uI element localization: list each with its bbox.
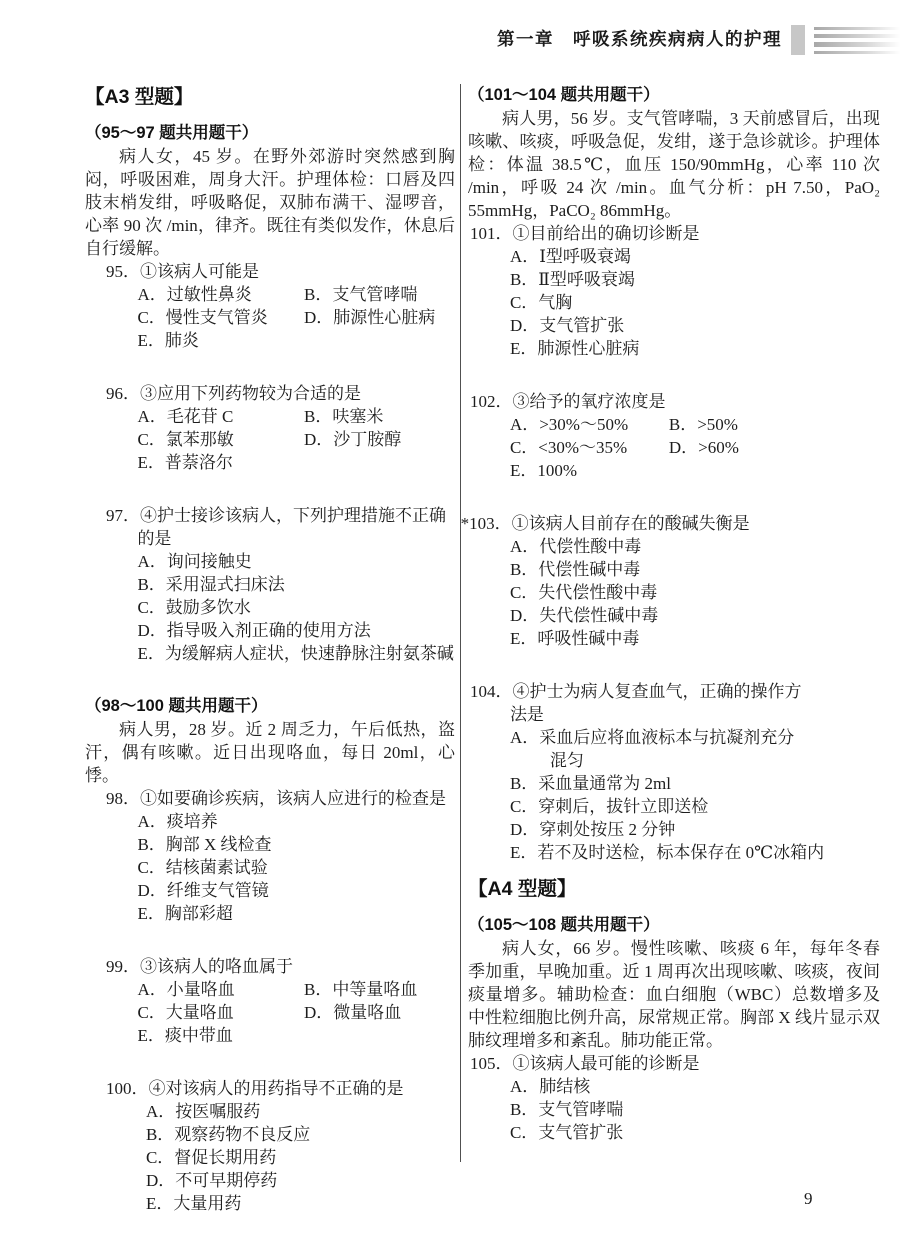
option: E．呼吸性碱中毒: [509, 629, 640, 648]
ornament-line: [814, 42, 900, 47]
question-number: 100．: [106, 1079, 149, 1098]
question-group-98-100: [85, 695, 455, 787]
question-text: ③应用下列药物较为合适的是: [140, 384, 361, 403]
question-text: ④护士接诊该病人，下列护理措施不正确的是: [137, 506, 446, 548]
group-header: （105～108 题共用题干）: [468, 916, 660, 934]
question-stem: [470, 1052, 880, 1075]
question-number: 98．: [106, 789, 140, 808]
section-title-a4: 【A4 型题】: [468, 878, 577, 900]
option: A．采血后应将血液标本与抗凝剂充分混匀: [509, 728, 795, 770]
option: C．鼓励多饮水: [137, 598, 251, 617]
page-number: 9: [804, 1189, 813, 1208]
option: A．代偿性酸中毒: [509, 537, 642, 556]
option: B．支气管哮喘: [304, 285, 418, 304]
option: B．代偿性碱中毒: [509, 560, 641, 579]
option-list: [106, 405, 455, 474]
question-number: 102．: [470, 392, 513, 411]
question-stem: [106, 260, 455, 283]
option: C．失代偿性酸中毒: [509, 583, 658, 602]
option: A．询问接触史: [137, 552, 252, 571]
option: E．肺源性心脏病: [509, 339, 640, 358]
option-list: [470, 413, 880, 482]
option: B．观察药物不良反应: [145, 1125, 311, 1144]
question-99: [106, 955, 455, 1047]
question-stem: [470, 680, 810, 726]
option-list: [106, 283, 455, 352]
question-number: 95．: [106, 262, 140, 281]
option: B．采血量通常为 2ml: [509, 774, 671, 793]
question-102: [470, 390, 880, 482]
question-96: [106, 382, 455, 474]
option: B．中等量咯血: [304, 980, 418, 999]
question-text: ①该病人最可能的诊断是: [512, 1054, 700, 1073]
option-list: [106, 810, 455, 925]
question-text: ①目前给出的确切诊断是: [512, 224, 700, 243]
option: A．肺结核: [509, 1077, 591, 1096]
question-number: 97．: [106, 506, 140, 525]
ornament-line: [814, 51, 900, 54]
option: E．若不及时送检，标本保存在 0℃冰箱内: [509, 843, 825, 862]
question-stem: [106, 955, 455, 978]
question-stem: [106, 1077, 455, 1100]
group-stem: 病人女，45 岁。在野外郊游时突然感到胸闷，呼吸困难，周身大汗。护理体检：口唇及四肢末梢发绀，呼吸略促，双肺布满干、湿啰音，心率 90 次 /min，律齐。既往有类似发作，休息后自行缓解。: [85, 147, 455, 258]
option: B．>50%: [668, 415, 738, 434]
chapter-title: 第一章 呼吸系统疾病病人的护理: [497, 29, 782, 49]
option: A．按医嘱服药: [145, 1102, 261, 1121]
question-number: 104．: [470, 682, 513, 701]
question-stem: [470, 390, 880, 413]
question-105: [470, 1052, 880, 1144]
option: C．氯苯那敏: [137, 430, 234, 449]
option: E．肺炎: [137, 331, 199, 350]
question-number: 99．: [106, 957, 140, 976]
option: B．Ⅱ型呼吸衰竭: [509, 270, 635, 289]
question-text: ③给予的氧疗浓度是: [512, 392, 666, 411]
question-text: ③该病人的咯血属于: [140, 957, 293, 976]
option: D．支气管扩张: [509, 316, 625, 335]
option: A．>30%～50%: [509, 415, 629, 434]
ornament-line: [814, 34, 900, 38]
option-list: [470, 726, 880, 864]
question-104: [470, 680, 880, 864]
option: B．采用湿式扫床法: [137, 575, 285, 594]
option: B．支气管哮喘: [509, 1100, 624, 1119]
option: A．小量咯血: [137, 980, 235, 999]
option: B．胸部 X 线检查: [137, 835, 272, 854]
option: E．为缓解病人症状，快速静脉注射氨茶碱: [137, 644, 454, 663]
option-list: [106, 550, 455, 665]
option: D．穿刺处按压 2 分钟: [509, 820, 676, 839]
option: C．慢性支气管炎: [137, 308, 268, 327]
option: D．纤维支气管镜: [137, 881, 269, 900]
option: E．痰中带血: [137, 1026, 233, 1045]
section-title-a3: 【A3 型题】: [85, 86, 194, 108]
question-98: [106, 787, 455, 925]
group-header: （101～104 题共用题干）: [468, 86, 660, 104]
option-list: [470, 245, 880, 360]
question-text: ①该病人可能是: [140, 262, 259, 281]
question-95: [106, 260, 455, 352]
option: A．Ⅰ型呼吸衰竭: [509, 247, 631, 266]
header-ornament-lines: [814, 27, 900, 54]
option: C．支气管扩张: [509, 1123, 624, 1142]
question-stem: [106, 504, 455, 550]
option-list: [470, 535, 880, 650]
option: C．穿刺后，拔针立即送检: [509, 797, 709, 816]
group-stem: 病人男，56 岁。支气管哮喘，3 天前感冒后，出现咳嗽、咳痰，呼吸急促，发绀，遂于急诊就诊。护理体检：体温 38.5℃，血压 150/90mmHg，心率 110 次 /min，呼吸 24 次 /min。血气分析：pH 7.50，PaO₂ 55mmHg，PaCO₂ 86mmHg。: [468, 109, 880, 220]
option: D．不可早期停药: [145, 1171, 278, 1190]
option: A．痰培养: [137, 812, 218, 831]
question-number: 105．: [470, 1054, 513, 1073]
header-ornament-square: [791, 25, 805, 55]
option: D．肺源性心脏病: [304, 308, 436, 327]
option: E．大量用药: [145, 1194, 242, 1213]
group-stem: 病人女，66 岁。慢性咳嗽、咳痰 6 年，每年冬春季加重，早晚加重。近 1 周再次出现咳嗽、咳痰，夜间痰量增多。辅助检查：血白细胞（WBC）总数增多及中性粒细胞比例升高，尿常规正常。胸部 X 线片显示双肺纹理增多和紊乱。肺功能正常。: [468, 939, 880, 1050]
option: E．普萘洛尔: [137, 453, 233, 472]
left-column: [85, 84, 455, 1215]
question-stem: [106, 382, 455, 405]
option-list: [470, 1075, 880, 1144]
option: E．胸部彩超: [137, 904, 233, 923]
question-number: *103．: [460, 514, 512, 533]
option-list: [106, 978, 455, 1047]
option: C．气胸: [509, 293, 573, 312]
option: C．结核菌素试验: [137, 858, 268, 877]
question-100: [106, 1077, 455, 1215]
question-number: 101．: [470, 224, 513, 243]
right-column: [460, 84, 880, 1144]
group-header: （98～100 题共用题干）: [85, 697, 268, 715]
option: D．失代偿性碱中毒: [509, 606, 659, 625]
question-stem: [460, 512, 880, 535]
option: A．毛花苷 C: [137, 407, 234, 426]
option: C．督促长期用药: [145, 1148, 277, 1167]
question-stem: [470, 222, 880, 245]
question-text: ①如要确诊疾病，该病人应进行的检查是: [140, 789, 446, 808]
column-divider: [460, 84, 461, 1162]
question-103: [460, 512, 880, 650]
question-text: ④对该病人的用药指导不正确的是: [148, 1079, 404, 1098]
option: D．沙丁胺醇: [304, 430, 402, 449]
option: D．指导吸入剂正确的使用方法: [137, 621, 371, 640]
group-stem: 病人男，28 岁。近 2 周乏力，午后低热，盗汗，偶有咳嗽。近日出现咯血，每日 20ml，心悸。: [85, 720, 455, 785]
question-group-101-104: [468, 84, 880, 222]
question-group-105-108: [468, 914, 880, 1052]
question-group-95-97: [85, 122, 455, 260]
option-list: [106, 1100, 455, 1215]
option: E．100%: [509, 461, 577, 480]
option: A．过敏性鼻炎: [137, 285, 252, 304]
option: D．>60%: [668, 438, 739, 457]
option: C．<30%～35%: [509, 438, 628, 457]
question-97: [106, 504, 455, 665]
option: D．微量咯血: [304, 1003, 402, 1022]
question-stem: [106, 787, 455, 810]
question-101: [470, 222, 880, 360]
option: C．大量咯血: [137, 1003, 234, 1022]
question-text: ①该病人目前存在的酸碱失衡是: [511, 514, 750, 533]
question-number: 96．: [106, 384, 140, 403]
question-text: ④护士为病人复查血气，正确的操作方法是: [509, 682, 802, 724]
group-header: （95～97 题共用题干）: [85, 124, 259, 142]
option: B．呋塞米: [304, 407, 384, 426]
ornament-line: [814, 27, 900, 30]
